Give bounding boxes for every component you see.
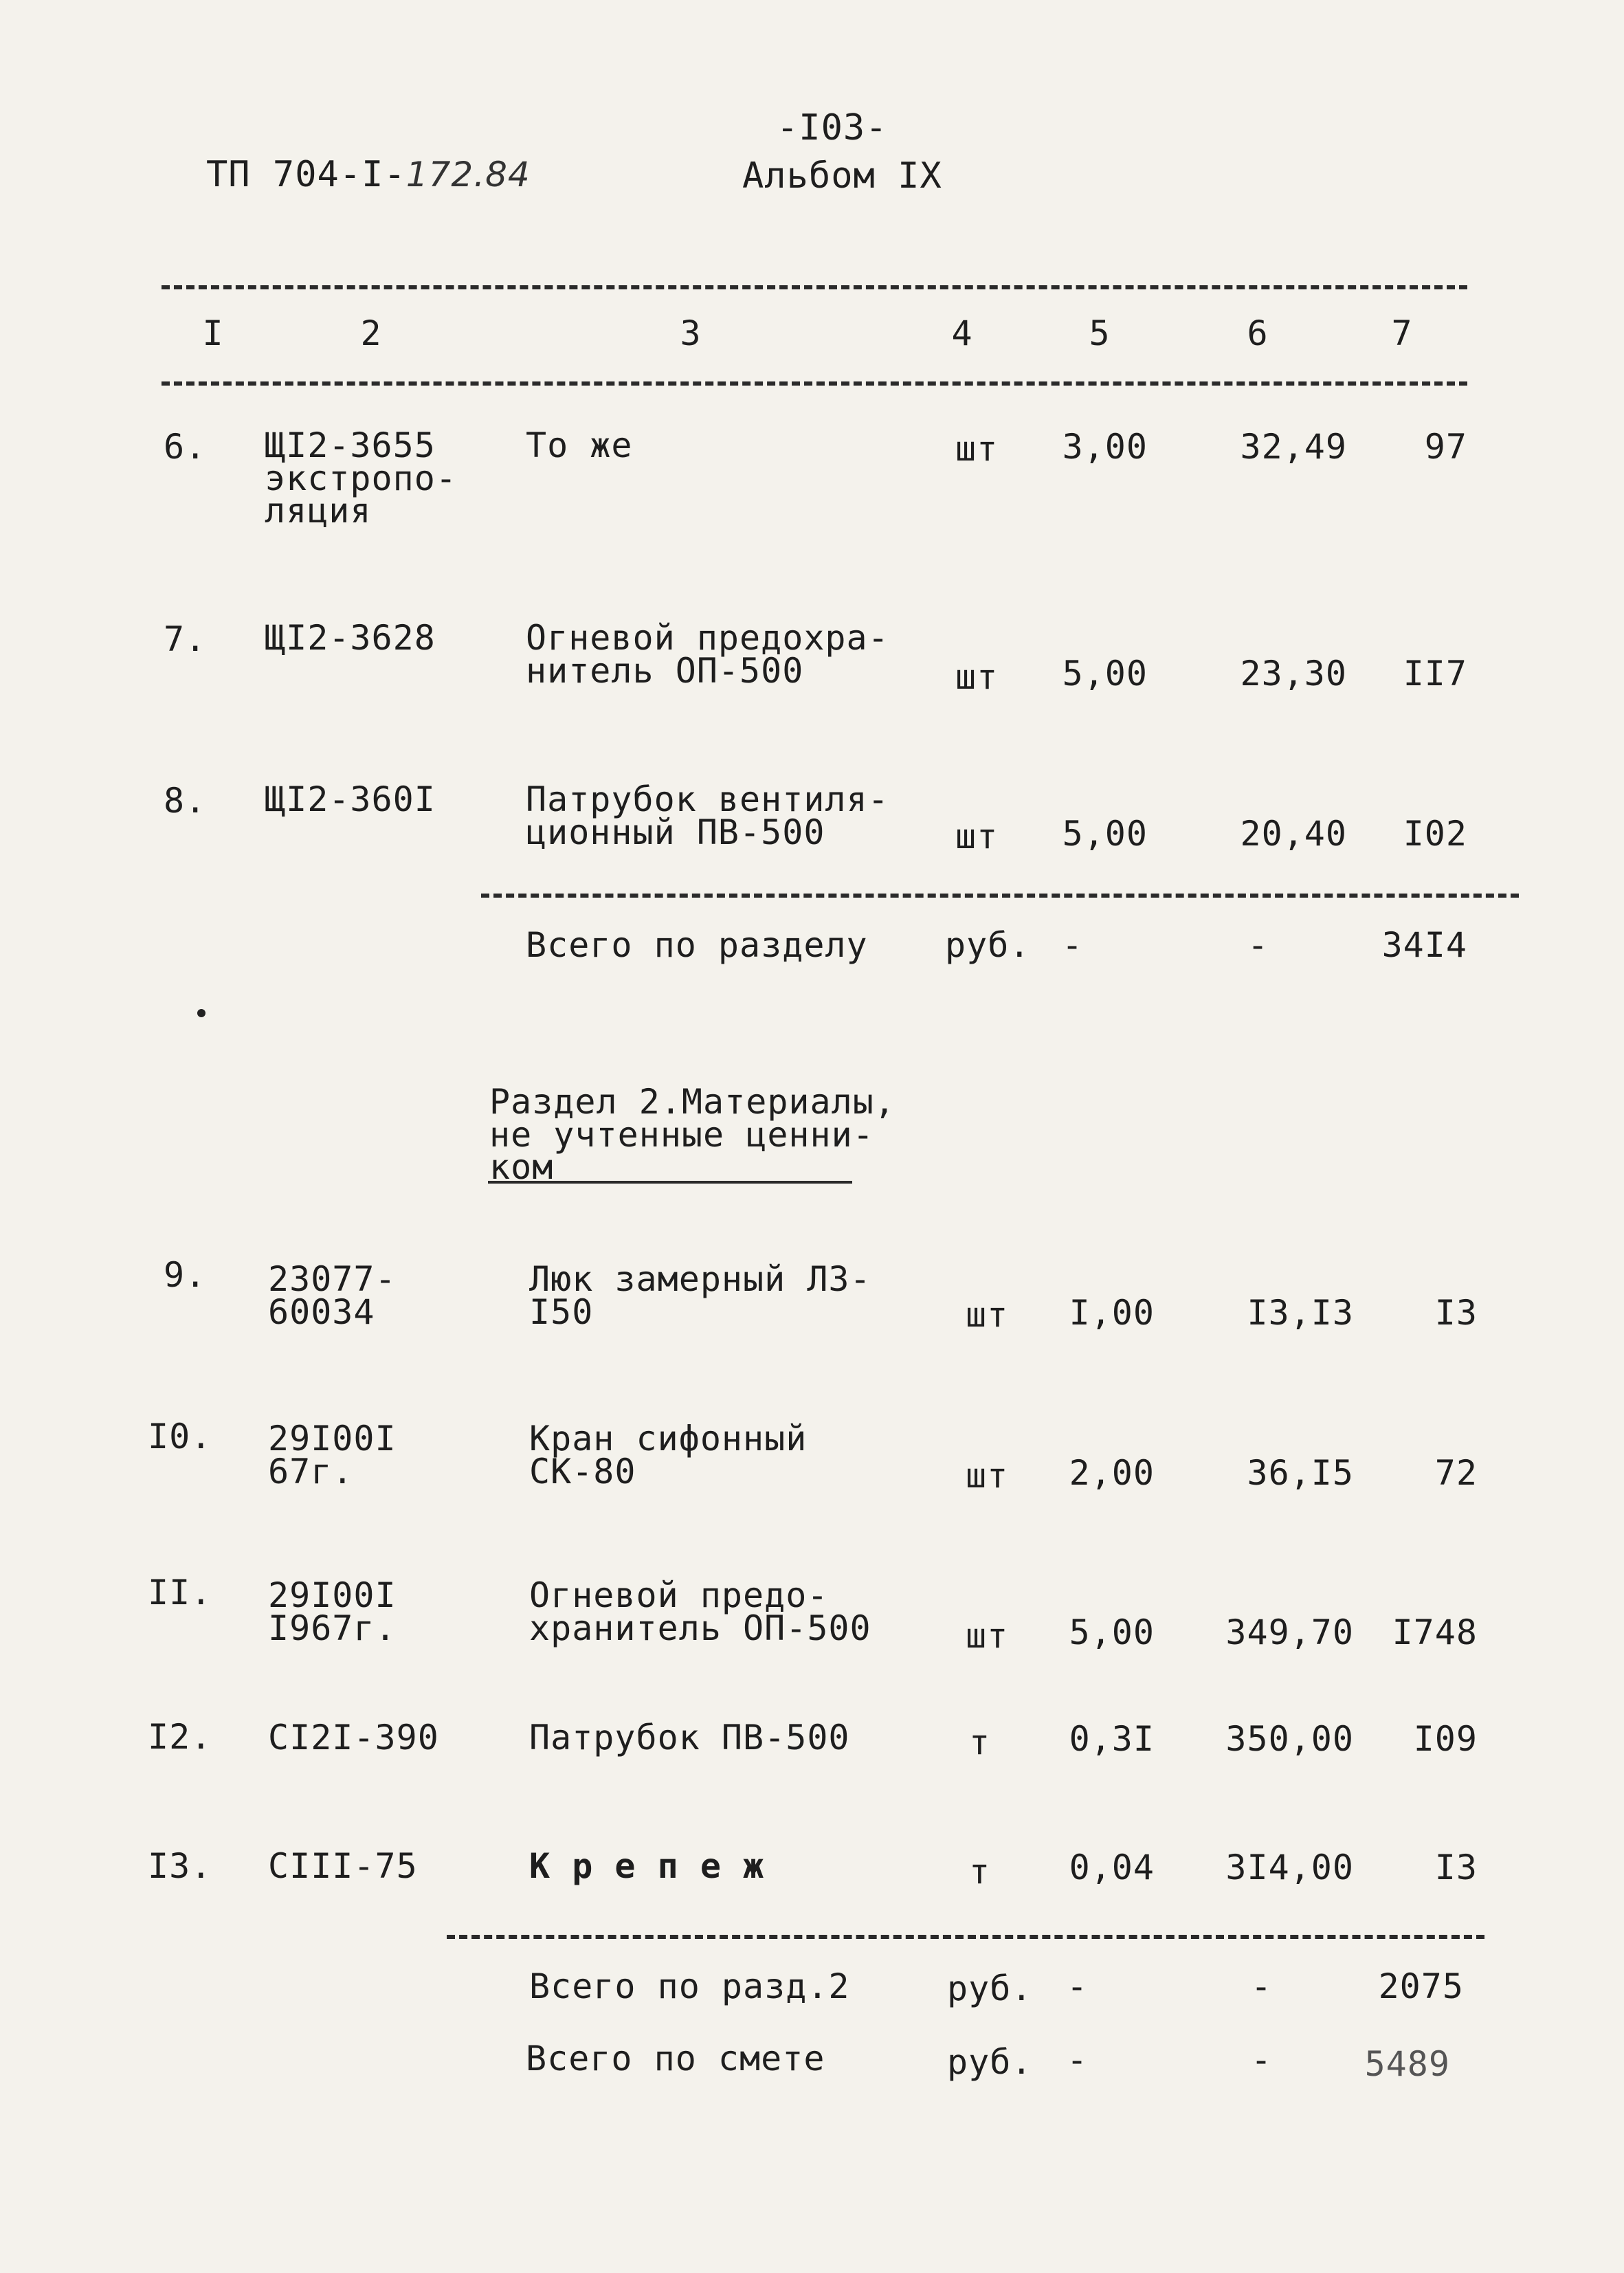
item-code: ЩI2-3655 экстропо- ляция [265,425,457,531]
item-code: ЩI2-3628 [265,618,436,658]
item-unit: шт [955,817,999,856]
item-quantity: 2,00 [1069,1453,1155,1493]
item-code: 29I00I I967г. [268,1575,397,1648]
item-name: Патрубок ПВ-500 [529,1718,850,1758]
grand-total-qty: - [1067,2040,1089,2080]
total-label: Всего по разд.2 [529,1966,850,2006]
column-header: 6 [1247,313,1269,353]
column-header: 5 [1089,313,1111,353]
item-quantity: 5,00 [1062,654,1148,694]
column-header: I [202,313,224,353]
item-unit: шт [966,1295,1009,1335]
item-quantity: 3,00 [1062,427,1148,467]
item-price: 20,40 [1240,814,1347,854]
table-header-divider [162,381,1467,386]
total-price: - [1247,925,1269,965]
column-header: 3 [680,313,702,353]
row-number: I3. [148,1846,212,1886]
total-value: 34I4 [1381,925,1467,965]
item-name: К р е п е ж [529,1846,765,1886]
grand-total-value: 5489 [1364,2044,1450,2084]
total-unit: руб. [945,925,1031,965]
column-header: 4 [951,313,973,353]
margin-dot [197,1009,205,1017]
item-quantity: 0,04 [1069,1848,1155,1887]
item-price: 32,49 [1240,427,1347,467]
total-qty: - [1062,925,1084,965]
row-number: 9. [164,1255,207,1295]
column-header: 2 [360,313,382,353]
item-unit: шт [966,1456,1009,1496]
column-header: 7 [1391,313,1413,353]
grand-total-unit: руб. [947,2042,1033,2082]
item-price: 3I4,00 [1225,1848,1354,1887]
row-number: II. [148,1573,212,1612]
row-number: 6. [164,427,207,467]
item-code: 29I00I 67г. [268,1419,397,1492]
item-price: 36,I5 [1247,1453,1354,1493]
row-number: I2. [148,1717,212,1757]
item-unit: шт [955,657,999,697]
item-price: 350,00 [1225,1719,1354,1759]
item-quantity: I,00 [1069,1293,1155,1333]
item-name: Огневой предо- хранитель ОП-500 [529,1575,871,1648]
document-code: ТП 704-I-172.84 [206,154,531,195]
item-price: 349,70 [1225,1612,1354,1652]
item-name: Кран сифонный СК-80 [529,1419,808,1492]
item-price: 23,30 [1240,654,1347,694]
item-unit: шт [955,429,999,469]
total-value: 2075 [1378,1966,1464,2006]
section2-title: Раздел 2.Материалы, не учтенные ценни- ком [489,1082,896,1187]
item-code: СI2I-390 [268,1718,439,1758]
section1-subtotal-divider [481,894,1519,898]
item-quantity: 5,00 [1069,1612,1155,1652]
row-number: 7. [164,619,207,659]
item-code: СIII-75 [268,1846,418,1886]
total-qty: - [1067,1966,1089,2006]
item-name: Огневой предохра- нитель ОП-500 [526,618,889,691]
section2-subtotal-divider [447,1935,1484,1939]
item-total: I02 [1403,814,1467,854]
item-total: I748 [1392,1612,1478,1652]
item-code: ЩI2-360I [265,779,436,819]
item-quantity: 5,00 [1062,814,1148,854]
section2-title-underline [488,1181,852,1184]
item-price: I3,I3 [1247,1293,1354,1333]
total-price: - [1251,1966,1273,2006]
item-name: Люк замерный ЛЗ- I50 [529,1259,871,1332]
table-top-divider [162,285,1467,289]
item-unit: т [969,1852,991,1892]
item-total: 97 [1424,427,1467,467]
row-number: I0. [148,1417,212,1456]
item-unit: т [969,1722,991,1762]
document-code-handwritten: 172.84 [405,155,531,195]
item-total: 72 [1434,1453,1478,1493]
item-total: II7 [1403,654,1467,694]
item-total: I09 [1413,1719,1478,1759]
page-number: -I03- [777,107,888,148]
row-number: 8. [164,781,207,821]
item-name: То же [526,425,633,465]
album-label: Альбом IX [742,155,942,197]
total-unit: руб. [947,1969,1033,2008]
item-name: Патрубок вентиля- ционный ПВ-500 [526,779,889,852]
total-label: Всего по разделу [526,925,868,965]
item-total: I3 [1434,1293,1478,1333]
grand-total-label: Всего по смете [526,2039,825,2078]
item-unit: шт [966,1616,1009,1656]
item-quantity: 0,3I [1069,1719,1155,1759]
grand-total-price: - [1251,2040,1273,2080]
item-code: 23077- 60034 [268,1259,397,1332]
item-total: I3 [1434,1848,1478,1887]
